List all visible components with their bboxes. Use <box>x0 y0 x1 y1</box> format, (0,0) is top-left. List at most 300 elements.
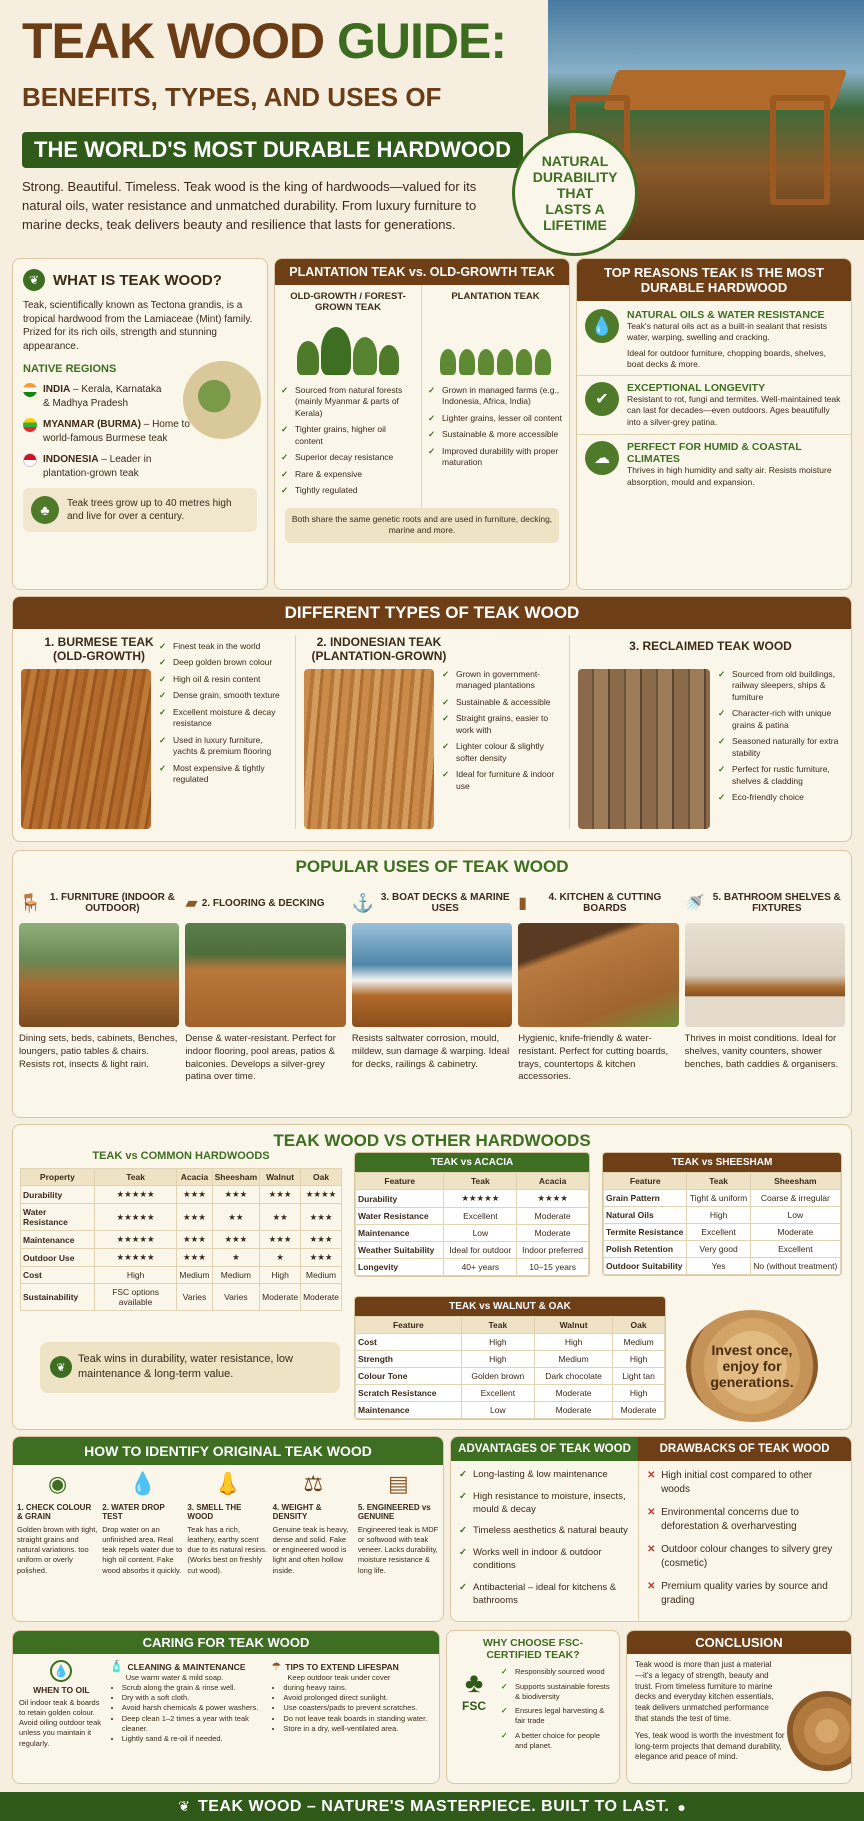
fact-text: Teak trees grow up to 40 metres high and live for over a century. <box>67 497 232 522</box>
list-item: ✕ Premium quality varies by source and grading <box>647 1580 843 1607</box>
cell: Moderate <box>260 1284 301 1311</box>
table-row <box>356 1351 665 1368</box>
col-header: Acacia <box>177 1169 212 1186</box>
fsc-tree-icon: ♣ <box>464 1667 484 1698</box>
cell: Excellent <box>444 1208 517 1225</box>
cell: Dark chocolate <box>535 1368 613 1385</box>
cell: 40+ years <box>444 1259 517 1276</box>
page-title <box>22 12 506 70</box>
clean-list <box>110 1683 266 1744</box>
col-header: Teak <box>687 1173 750 1190</box>
cell: High <box>535 1334 613 1351</box>
walnut-oak-table <box>354 1296 666 1420</box>
fsc-panel <box>446 1630 620 1784</box>
cell: Scratch Resistance <box>356 1385 462 1402</box>
col-header: Teak <box>94 1169 177 1186</box>
reason-text-2: Ideal for outdoor furniture, chopping boards, shelves, boat decks & more. <box>627 347 826 370</box>
list-item: ✓ Superior decay resistance <box>281 452 415 463</box>
identify-item-text: Golden brown with tight, straight grains and natural variations. too uniform or overly polished. <box>17 1525 98 1575</box>
col-header: Sheesham <box>212 1169 260 1186</box>
furniture-photo <box>19 923 179 1027</box>
cell: Golden brown <box>461 1368 534 1385</box>
eye-icon: ◉ <box>48 1471 68 1496</box>
cell: Indoor preferred <box>517 1242 589 1259</box>
cell: Yes <box>687 1258 750 1275</box>
summary-box <box>40 1342 340 1393</box>
list-item: ✓ Timeless aesthetics & natural beauty <box>459 1525 630 1538</box>
list-item: ✓ Tighter grains, higher oil content <box>281 424 415 447</box>
list-item: ✓ Sustainable & more accessible <box>428 429 563 440</box>
cell: High <box>94 1267 177 1284</box>
tips-title: TIPS TO EXTEND LIFESPAN <box>285 1661 399 1672</box>
cell: Coarse & irregular <box>750 1190 840 1207</box>
acacia-table <box>354 1152 590 1277</box>
what-is-teak-panel <box>12 258 268 590</box>
cell: No (without treatment) <box>750 1258 840 1275</box>
plantation-list <box>428 385 563 469</box>
cell: Termite Resistance <box>604 1224 687 1241</box>
cell: Medium <box>613 1334 665 1351</box>
old-growth-list <box>281 385 415 497</box>
table-row <box>356 1208 589 1225</box>
cell: ★ <box>260 1249 301 1267</box>
cell: Moderate <box>517 1225 589 1242</box>
cell: Excellent <box>750 1241 840 1258</box>
leaf-icon: ❦ <box>23 269 45 291</box>
cell: High <box>461 1351 534 1368</box>
cell: ★ <box>212 1249 260 1267</box>
clean-sub: Use warm water & mild soap. <box>125 1673 224 1682</box>
list-item: ✓ Most expensive & tightly regulated <box>159 763 287 786</box>
myanmar-flag-icon <box>23 418 37 432</box>
cell: Maintenance <box>21 1231 95 1249</box>
list-item: ✓ High resistance to moisture, insects, mould & decay <box>459 1491 630 1517</box>
cell: ★★★★★ <box>94 1231 177 1249</box>
nose-icon: 👃 <box>214 1471 242 1496</box>
teak-chair <box>770 95 830 205</box>
tree-icon <box>440 349 456 375</box>
types-title: DIFFERENT TYPES OF TEAK WOOD <box>13 597 851 629</box>
list-item: ✓ Sourced from old buildings, railway sleepers, ships & furniture <box>718 669 843 703</box>
indonesia-flag-icon <box>23 453 37 467</box>
india-flag-icon <box>23 383 37 397</box>
table-row <box>21 1267 342 1284</box>
title-banner: THE WORLD'S MOST DURABLE HARDWOOD <box>22 132 523 168</box>
cell: Low <box>444 1225 517 1242</box>
leaf-icon: ❦ <box>50 1356 72 1378</box>
cell: Moderate <box>517 1208 589 1225</box>
conclusion-panel <box>626 1630 852 1784</box>
cell: ★★★★ <box>301 1186 342 1204</box>
cutting-board-icon: ▮ <box>518 895 528 912</box>
cell: ★★★ <box>301 1204 342 1231</box>
cell: ★★★ <box>177 1186 212 1204</box>
use-text: Hygienic, knife-friendly & water-resistant. Perfect for cutting boards, trays, countertops & kitchen accessories. <box>518 1033 669 1083</box>
use-title: 3. BOAT DECKS & MARINE USES <box>380 892 510 914</box>
kitchen-photo <box>518 923 678 1027</box>
cell: Very good <box>687 1241 750 1258</box>
table-row <box>356 1368 665 1385</box>
cell: ★★★ <box>260 1186 301 1204</box>
cell: Outdoor Suitability <box>604 1258 687 1275</box>
care-title: CARING FOR TEAK WOOD <box>13 1631 439 1654</box>
use-text: Resists saltwater corrosion, mould, mildew, sun damage & warping. Ideal for decks, railings & cabinetry. <box>351 1033 510 1070</box>
reclaimed-teak-image <box>578 669 710 829</box>
region-text: – Home to world-famous Burmese teak <box>43 419 190 444</box>
region-name: INDIA <box>43 384 71 395</box>
reasons-panel <box>576 258 852 590</box>
table-row <box>356 1402 665 1419</box>
col-header: Feature <box>356 1317 462 1334</box>
advantages-title: ADVANTAGES OF TEAK WOOD <box>451 1437 638 1461</box>
list-item: ✓ Deep golden brown colour <box>159 657 287 668</box>
compare-title: TEAK WOOD VS OTHER HARDWOODS <box>273 1131 591 1150</box>
footer-text: TEAK WOOD – NATURE'S MASTERPIECE. BUILT TO LAST. <box>197 1797 670 1815</box>
durability-badge: NATURAL DURABILITY THAT LASTS A LIFETIME <box>512 130 638 256</box>
use-title: 2. FLOORING & DECKING <box>201 897 325 909</box>
list-item: ✓ Character-rich with unique grains & patina <box>718 708 843 731</box>
reasons-title: TOP REASONS TEAK IS THE MOST DURABLE HARDWOOD <box>577 259 851 301</box>
cell: Excellent <box>461 1385 534 1402</box>
conclusion-p1: Teak wood is more than just a material—it's a legacy of strength, beauty and trust. From timeless furniture to marine decks and everyday kitchen essentials, teak delivers unmatched performance that stands the test of time. <box>635 1660 774 1723</box>
old-growth-title: OLD-GROWTH / FOREST-GROWN TEAK <box>290 291 406 313</box>
cell: 10–15 years <box>517 1259 589 1276</box>
what-title: WHAT IS TEAK WOOD? <box>53 271 222 289</box>
cell: ★★★ <box>301 1249 342 1267</box>
cell: Tight & uniform <box>687 1190 750 1207</box>
cell: Polish Retention <box>604 1241 687 1258</box>
identify-item-text: Teak has a rich, leathery, earthy scent due to its natural resins. (Works best on freshly cut wood). <box>187 1525 268 1575</box>
invest-text: Invest once, enjoy for generations. <box>710 1342 794 1390</box>
cell: Maintenance <box>356 1402 462 1419</box>
type-points <box>159 641 287 829</box>
list-item: ✓ Straight grains, easier to work with <box>442 713 561 736</box>
identify-item-text: Drop water on an unfinished area. Real teak repels water due to high oil content. Fake wood absorbs it quickly. <box>102 1525 183 1575</box>
cell: ★★ <box>260 1204 301 1231</box>
tree-icon: ♣ <box>31 496 59 524</box>
invest-badge <box>686 1310 818 1422</box>
cell: ★★★ <box>212 1231 260 1249</box>
list-item: ✓ Supports sustainable forests & biodiversity <box>501 1682 613 1702</box>
region-text: – Kerala, Karnataka & Madhya Pradesh <box>43 384 162 409</box>
list-item: • Scrub along the grain & rinse well. <box>122 1683 266 1693</box>
col-header: Teak <box>444 1173 517 1190</box>
use-text: Thrives in moist conditions. Ideal for shelves, vanity counters, shower benches, bath caddies & organisers. <box>684 1033 839 1070</box>
cell: ★★★ <box>212 1186 260 1204</box>
list-item: • Avoid prolonged direct sunlight. <box>283 1693 433 1703</box>
use-text: Dense & water-resistant. Perfect for indoor flooring, pool areas, patios & balconies. Develops a silver-grey patina over time. <box>185 1033 336 1083</box>
identify-item-title: 4. WEIGHT & DENSITY <box>272 1503 322 1521</box>
list-item: ✓ Antibacterial – ideal for kitchens & bathrooms <box>459 1582 630 1608</box>
footer-bar <box>0 1792 864 1821</box>
fsc-logo: FSC <box>462 1699 486 1713</box>
list-item: ✓ Seasoned naturally for extra stability <box>718 736 843 759</box>
tree-icon <box>535 349 551 375</box>
bathroom-photo <box>685 923 845 1027</box>
plantation-panel <box>274 258 570 590</box>
list-item: ✓ Grown in managed farms (e.g., Indonesia, Africa, India) <box>428 385 563 408</box>
cell: ★★★ <box>177 1231 212 1249</box>
list-item: ✓ Long-lasting & low maintenance <box>459 1469 630 1482</box>
plantation-note-text: Both share the same genetic roots and are used in furniture, decking, marine and more. <box>291 513 553 536</box>
identify-item-text: Engineered teak is MDF or softwood with teak veneer. Lacks durability, moisture resistance & long life. <box>357 1525 439 1575</box>
col-header: Sheesham <box>750 1173 840 1190</box>
col-header: Acacia <box>517 1173 589 1190</box>
acorn-icon: ● <box>677 1798 686 1815</box>
types-panel <box>12 596 852 842</box>
drawbacks-list <box>638 1461 851 1622</box>
list-item: ✓ High oil & resin content <box>159 674 287 685</box>
oil-icon: 💧 <box>50 1660 72 1682</box>
conclusion-title: CONCLUSION <box>627 1631 851 1654</box>
table-row <box>21 1249 342 1267</box>
summary-text: Teak wins in durability, water resistance, low maintenance & long-term value. <box>78 1353 293 1381</box>
cell: Maintenance <box>356 1225 444 1242</box>
leaf-icon: ❦ <box>178 1798 190 1814</box>
cell: Cost <box>356 1334 462 1351</box>
tree-icon <box>497 349 513 375</box>
type-points <box>718 669 843 829</box>
oil-text: Oil indoor teak & boards to retain golden colour. Avoid oiling outdoor teak unless you maintain it regularly. <box>19 1698 102 1748</box>
reason-text: Resistant to rot, fungi and termites. Well-maintained teak can last for decades—even outdoors. Ages beautifully into a silver-grey patina. <box>627 393 841 427</box>
list-item: • Deep clean 1–2 times a year with teak cleaner. <box>122 1714 266 1734</box>
list-item: ✓ Ensures legal harvesting & fair trade <box>501 1706 613 1726</box>
list-item: • Do not leave teak boards in standing water. <box>283 1714 433 1724</box>
cell: High <box>260 1267 301 1284</box>
cell: Varies <box>177 1284 212 1311</box>
tips-sub: Keep outdoor teak under cover <box>287 1673 391 1682</box>
page-subtitle: BENEFITS, TYPES, AND USES OF <box>22 82 442 112</box>
list-item: ✓ Eco-friendly choice <box>718 792 843 803</box>
list-item: ✓ Sustainable & accessible <box>442 697 561 708</box>
cell: ★★★★★ <box>94 1204 177 1231</box>
cell: ★★★ <box>301 1231 342 1249</box>
use-title: 1. FURNITURE (INDOOR & OUTDOOR) <box>49 892 175 914</box>
cell: Water Resistance <box>21 1204 95 1231</box>
cell: Moderate <box>535 1385 613 1402</box>
list-item: • Store in a dry, well-ventilated area. <box>283 1724 433 1734</box>
cell: High <box>461 1334 534 1351</box>
cell: ★★★★★ <box>444 1190 517 1208</box>
list-item: • Lightly sand & re-oil if needed. <box>122 1734 266 1744</box>
chair-icon: 🪑 <box>19 892 42 913</box>
tree-icon <box>516 349 532 375</box>
col-header: Property <box>21 1169 95 1186</box>
plank-icon: ▰ <box>185 895 198 912</box>
water-drop-icon: 💧 <box>129 1471 157 1496</box>
list-item: ✓ A better choice for people and planet. <box>501 1731 613 1751</box>
scale-icon: ⚖ <box>303 1471 324 1496</box>
cell: Sustainability <box>21 1284 95 1311</box>
care-panel <box>12 1630 440 1784</box>
walnut-title: TEAK vs WALNUT & OAK <box>355 1297 665 1316</box>
list-item: ✕ High initial cost compared to other woods <box>647 1469 843 1496</box>
list-item: ✓ Perfect for rustic furniture, shelves & cladding <box>718 764 843 787</box>
use-title: 4. KITCHEN & CUTTING BOARDS <box>548 892 662 914</box>
reason-text: Teak's natural oils act as a built-in sealant that resists water, warping, swelling and cracking. <box>627 321 828 343</box>
reason-title: PERFECT FOR HUMID & COASTAL CLIMATES <box>627 441 802 466</box>
list-item: • Dry with a soft cloth. <box>122 1693 266 1703</box>
cell: Medium <box>535 1351 613 1368</box>
cell: Durability <box>356 1190 444 1208</box>
list-item: ✓ Grown in government-managed plantations <box>442 669 561 692</box>
table-row <box>604 1207 841 1224</box>
table-row <box>604 1190 841 1207</box>
clean-title: CLEANING & MAINTENANCE <box>127 1661 246 1672</box>
type-points <box>442 669 561 829</box>
list-item: ✓ Responsibly sourced wood <box>501 1667 613 1677</box>
sheesham-title: TEAK vs SHEESHAM <box>603 1153 841 1172</box>
reason-text: Thrives in high humidity and salty air. Resists moisture absorption, mould and expansion. <box>627 465 832 487</box>
list-item: ✓ Lighter grains, lesser oil content <box>428 413 563 424</box>
use-text: Dining sets, beds, cabinets, Benches, loungers, patio tables & chairs. Resists rot, insects & light rain. <box>19 1033 178 1070</box>
anchor-icon: ⚓ <box>351 892 375 913</box>
use-title: 5. BATHROOM SHELVES & FIXTURES <box>712 892 841 914</box>
table-row <box>356 1334 665 1351</box>
fsc-list <box>501 1667 613 1755</box>
table-row <box>356 1259 589 1276</box>
oil-drop-icon: 💧 <box>585 309 619 343</box>
list-item: • during heavy rains. <box>283 1683 433 1693</box>
regions-title: NATIVE REGIONS <box>23 363 117 375</box>
uses-title: POPULAR USES OF TEAK WOOD <box>295 857 569 876</box>
cloud-rain-icon: ☁ <box>585 441 619 475</box>
cell: Excellent <box>687 1224 750 1241</box>
table-row <box>356 1190 589 1208</box>
list-item: ✓ Dense grain, smooth texture <box>159 690 287 701</box>
identify-item-title: 3. SMELL THE WOOD <box>187 1503 242 1521</box>
cell: FSC options available <box>94 1284 177 1311</box>
conclusion-p2: Yes, teak wood is worth the investment for long-term projects that demand durability, elegance and peace of mind. <box>635 1730 785 1762</box>
list-item: ✓ Sourced from natural forests (mainly Myanmar & parts of Kerala) <box>281 385 415 419</box>
tree-icon <box>297 341 319 375</box>
cell: Colour Tone <box>356 1368 462 1385</box>
table-row <box>604 1258 841 1275</box>
identify-item-title: 1. CHECK COLOUR & GRAIN <box>17 1503 92 1521</box>
faucet-icon: 🚿 <box>684 895 705 912</box>
common-title: TEAK vs COMMON HARDWOODS <box>92 1150 270 1162</box>
cell: Light tan <box>613 1368 665 1385</box>
tree-icon <box>478 349 494 375</box>
title-part-2: GUIDE: <box>337 13 506 69</box>
cell: Longevity <box>356 1259 444 1276</box>
indonesian-teak-image <box>304 669 434 829</box>
cell: Moderate <box>301 1284 342 1311</box>
cell: Grain Pattern <box>604 1190 687 1207</box>
list-item: ✓ Improved durability with proper maturation <box>428 446 563 469</box>
identify-item-text: Genuine teak is heavy, dense and solid. Fake or engineered wood is light and often hollow inside. <box>272 1525 349 1575</box>
table-row <box>604 1241 841 1258</box>
type-title: 3. RECLAIMED TEAK WOOD <box>629 639 792 653</box>
cell: High <box>687 1207 750 1224</box>
list-item: ✕ Outdoor colour changes to silvery grey (cosmetic) <box>647 1543 843 1570</box>
cell: ★★ <box>212 1204 260 1231</box>
region-name: INDONESIA <box>43 454 99 465</box>
cell: Low <box>461 1402 534 1419</box>
cell: High <box>613 1351 665 1368</box>
cell: ★★★★★ <box>94 1249 177 1267</box>
cell: Medium <box>212 1267 260 1284</box>
list-item: • Use coasters/pads to prevent scratches. <box>283 1703 433 1713</box>
forest-trees <box>281 319 415 375</box>
umbrella-icon: ☂ <box>271 1661 282 1673</box>
advantages-list <box>451 1461 638 1622</box>
cell: Water Resistance <box>356 1208 444 1225</box>
common-hardwoods-table <box>20 1150 342 1311</box>
title-part-1: TEAK WOOD <box>22 13 325 69</box>
cell: ★★★ <box>177 1204 212 1231</box>
table-row <box>21 1186 342 1204</box>
list-item: ✓ Tightly regulated <box>281 485 415 496</box>
cell: Moderate <box>750 1224 840 1241</box>
drawbacks-title: DRAWBACKS OF TEAK WOOD <box>638 1437 851 1461</box>
col-header: Oak <box>613 1317 665 1334</box>
list-item: ✓ Used in luxury furniture, yachts & premium flooring <box>159 735 287 758</box>
cell: Outdoor Use <box>21 1249 95 1267</box>
acacia-title: TEAK vs ACACIA <box>355 1153 589 1172</box>
table-row <box>21 1231 342 1249</box>
table-row <box>21 1204 342 1231</box>
list-item: ✓ Excellent moisture & decay resistance <box>159 707 287 730</box>
list-item: ✓ Lighter colour & slightly softer density <box>442 741 561 764</box>
cell: ★★★ <box>260 1231 301 1249</box>
table-row <box>356 1242 589 1259</box>
pros-cons-panel <box>450 1436 852 1622</box>
cell: Moderate <box>535 1402 613 1419</box>
cell: Medium <box>301 1267 342 1284</box>
burmese-teak-image <box>21 669 151 829</box>
tree-icon <box>379 345 399 375</box>
col-header: Feature <box>356 1173 444 1190</box>
cell: ★★★ <box>177 1249 212 1267</box>
cell: Strength <box>356 1351 462 1368</box>
tree-icon <box>321 327 351 375</box>
cell: Medium <box>177 1267 212 1284</box>
plantation-trees <box>428 319 563 375</box>
identify-panel <box>12 1436 444 1622</box>
col-header: Feature <box>604 1173 687 1190</box>
type-title: 2. INDONESIAN TEAK (PLANTATION-GROWN) <box>311 635 447 663</box>
deck-photo <box>185 923 345 1027</box>
cell: High <box>613 1385 665 1402</box>
shield-icon: ✔ <box>585 382 619 416</box>
cell: ★★★★ <box>517 1190 589 1208</box>
list-item: • Avoid harsh chemicals & power washers. <box>122 1703 266 1713</box>
oil-title: WHEN TO OIL <box>33 1685 90 1695</box>
col-header: Oak <box>301 1169 342 1186</box>
tree-icon <box>353 337 377 375</box>
what-body: Teak, scientifically known as Tectona grandis, is a tropical hardwood from the Lamiaceae (Mint) family. Prized for its rich oils, strength and stunning appearance. <box>23 300 253 352</box>
sheesham-table <box>602 1152 842 1276</box>
table-row <box>604 1224 841 1241</box>
table-row <box>356 1385 665 1402</box>
plantation-title: PLANTATION TEAK vs. OLD-GROWTH TEAK <box>275 259 569 285</box>
fsc-title: WHY CHOOSE FSC-CERTIFIED TEAK? <box>482 1637 584 1661</box>
identify-item-title: 2. WATER DROP TEST <box>102 1503 165 1521</box>
logs-icon: ▤ <box>388 1471 409 1496</box>
tree-icon <box>459 349 475 375</box>
list-item: ✕ Environmental concerns due to deforestation & overharvesting <box>647 1506 843 1533</box>
spray-icon: 🧴 <box>109 1661 124 1673</box>
type-title: 1. BURMESE TEAK (OLD-GROWTH) <box>44 635 154 663</box>
tips-list <box>271 1683 433 1734</box>
list-item: ✓ Finest teak in the world <box>159 641 287 652</box>
reason-title: NATURAL OILS & WATER RESISTANCE <box>627 309 825 321</box>
uses-panel <box>12 850 852 1118</box>
reason-title: EXCEPTIONAL LONGEVITY <box>627 381 766 394</box>
cell: Low <box>750 1207 840 1224</box>
col-header: Walnut <box>535 1317 613 1334</box>
